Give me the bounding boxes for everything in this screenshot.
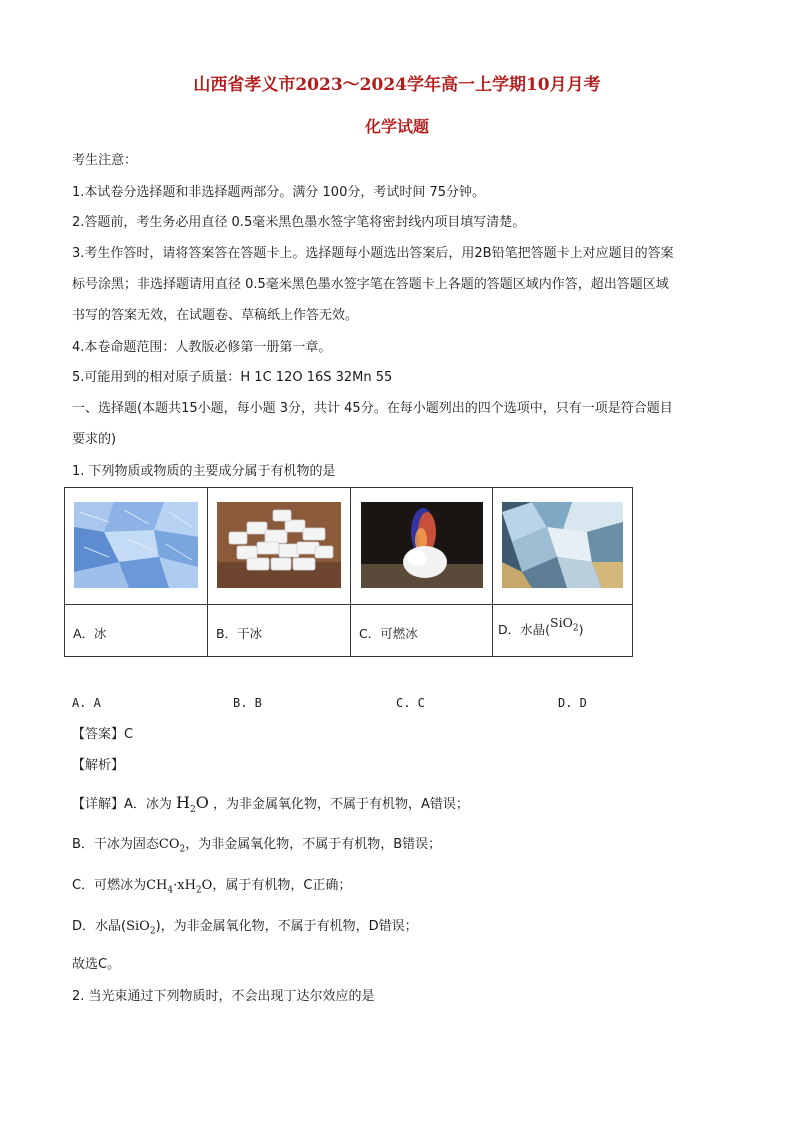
detail-d-text-end: )，为非金属氧化物，不属于有机物，D错误； (155, 919, 418, 934)
detail-d (72, 918, 418, 941)
combustible-ice-photo (361, 502, 483, 588)
detail-d-formula (126, 919, 156, 937)
formula-part: O (201, 878, 213, 893)
detail-b-text: B．干冰为固态 (72, 837, 159, 852)
detail-tag: 【详解】 (72, 797, 125, 812)
crystal-photo (502, 502, 623, 588)
notice-item: 标号涂黑；非选择题请用直径 0.5毫米黑色墨水签字笔在答题卡上各题的答题区域内作答，超出答题区域 (72, 277, 669, 292)
answer-value: C (124, 727, 134, 742)
notice-item: 书写的答案无效，在试题卷、草稿纸上作答无效。 (72, 308, 359, 323)
detail-a-formula (176, 793, 209, 816)
detail-a (72, 794, 469, 819)
dry-ice-photo (217, 502, 341, 588)
section-heading: 一、选择题(本题共15小题，每小题 3分，共计 45分。在每小题列出的四个选项中，只有一项是符合题目 (72, 401, 673, 416)
detail-c (72, 877, 351, 900)
exam-title: 山西省孝义市2023～2024学年高一上学期10月月考 (193, 75, 601, 95)
conclusion: 故选C。 (72, 957, 121, 972)
formula-part: H (176, 793, 190, 812)
answer-line (72, 726, 133, 744)
formula-part: ·xH (173, 878, 196, 893)
choice-b: B. B (233, 696, 262, 710)
formula-part: CH (146, 878, 168, 893)
exam-subtitle: 化学试题 (364, 117, 429, 136)
option-d-suffix: ) (578, 622, 584, 637)
question-1-image-table (64, 487, 633, 657)
notice-item: 4.本卷命题范围：人教版必修第一册第一章。 (72, 340, 332, 355)
question-2-stem: 2. 当光束通过下列物质时，不会出现丁达尔效应的是 (72, 989, 375, 1004)
choice-c: C. C (396, 696, 425, 710)
question-1-stem: 1. 下列物质或物质的主要成分属于有机物的是 (72, 464, 336, 479)
option-d-formula-main: SiO (550, 615, 573, 630)
formula-sub: 2 (149, 926, 156, 937)
ice-photo (74, 502, 198, 588)
notice-heading: 考生注意： (72, 153, 138, 168)
section-heading-cont: 要求的) (72, 432, 117, 447)
formula-sub: 4 (167, 885, 174, 896)
choice-d: D. D (558, 696, 587, 710)
option-d-formula (550, 615, 579, 634)
notice-item: 3.考生作答时，请将答案答在答题卡上。选择题每小题选出答案后，用2B铅笔把答题卡上对应题目的答案 (72, 246, 674, 261)
notice-item: 5.可能用到的相对原子质量：H 1C 12O 16S 32Mn 55 (72, 370, 393, 385)
analysis-tag: 【解析】 (72, 758, 125, 773)
detail-b-formula (158, 837, 186, 855)
option-a-label: A．冰 (73, 626, 107, 641)
detail-b (72, 836, 441, 859)
option-d-prefix: D．水晶( (498, 622, 551, 637)
option-d-formula-sub: 2 (572, 623, 579, 634)
option-d-label (498, 615, 584, 641)
table-divider (65, 604, 632, 605)
detail-a-text: A．冰为 (124, 797, 177, 812)
choice-a: A. A (72, 696, 101, 710)
formula-sub: 2 (190, 805, 196, 816)
formula-part: SiO (126, 919, 150, 934)
notice-item: 2.答题前，考生务必用直径 0.5毫米黑色墨水签字笔将密封线内项目填写清楚。 (72, 215, 526, 230)
detail-c-text: C．可燃冰为 (72, 878, 147, 893)
option-c-label: C．可燃冰 (359, 626, 418, 641)
detail-c-text-end: ，属于有机物，C正确； (212, 878, 352, 893)
formula-part: O (195, 793, 209, 812)
detail-a-text-end: ，为非金属氧化物，不属于有机物，A错误； (208, 797, 469, 812)
formula-sub: 2 (179, 844, 186, 855)
formula-part: CO (158, 837, 180, 852)
option-b-label: B．干冰 (216, 626, 263, 641)
formula-sub: 2 (195, 885, 202, 896)
detail-c-formula (146, 878, 213, 896)
notice-item: 1.本试卷分选择题和非选择题两部分。满分 100分，考试时间 75分钟。 (72, 185, 486, 200)
answer-tag: 【答案】 (72, 727, 125, 742)
detail-d-text: D．水晶( (72, 919, 127, 934)
detail-b-text-end: ，为非金属氧化物，不属于有机物，B错误； (185, 837, 442, 852)
